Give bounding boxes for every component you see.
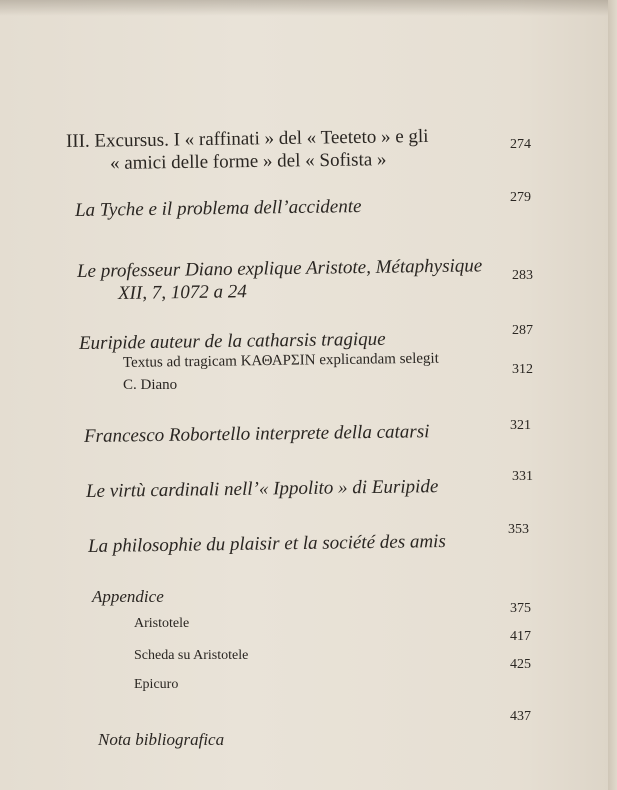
toc-entry-virtu: Le virtù cardinali nell’« Ippolito » di Euripide: [85, 476, 439, 502]
page-number-excursus: 274: [510, 137, 531, 152]
page-number-robortello: 321: [510, 418, 531, 433]
page-number-euripide: 287: [512, 323, 533, 338]
toc-entry-tyche: La Tyche e il problema dell’accidente: [74, 196, 362, 221]
toc-entry-robortello: Francesco Robortello interprete della catarsi: [83, 421, 430, 447]
toc-entry-nota: Nota bibliografica: [98, 730, 225, 749]
page-edge: [608, 0, 617, 790]
page-number-appendice: 375: [510, 601, 531, 616]
toc-entry-aristotele: Aristotele: [134, 616, 190, 631]
page-number-nota: 437: [510, 709, 531, 724]
toc-entry-textus-line1: Textus ad tragicam ΚΑΘΑΡΣΙΝ explicandam selegit: [122, 350, 439, 371]
toc-entry-excursus-line1: III. Excursus. I « raffinati » del « Teeteto » e gli: [65, 125, 429, 152]
page-number-diano: 283: [512, 268, 533, 283]
page-shadow: [0, 0, 608, 16]
page-number-scheda: 425: [510, 657, 531, 672]
page-number-textus: 312: [512, 362, 533, 377]
toc-entry-diano-line1: Le professeur Diano explique Aristote, Métaphysique: [76, 255, 483, 282]
page-number-philosophie: 353: [508, 522, 529, 537]
toc-entry-excursus-line2: « amici delle forme » del « Sofista »: [109, 149, 387, 174]
toc-entry-scheda: Scheda su Aristotele: [134, 648, 249, 663]
toc-entry-textus-line2: C. Diano: [123, 377, 178, 393]
toc-entry-epicuro: Epicuro: [134, 677, 179, 692]
toc-entry-euripide: Euripide auteur de la catharsis tragique: [78, 328, 386, 354]
page-number-tyche: 279: [510, 190, 531, 205]
page-number-aristotele: 417: [510, 629, 531, 644]
page-number-virtu: 331: [512, 469, 533, 484]
toc-entry-diano-line2: XII, 7, 1072 a 24: [117, 281, 247, 304]
toc-entry-appendice: Appendice: [92, 587, 164, 606]
toc-entry-philosophie: La philosophie du plaisir et la société des amis: [87, 531, 446, 557]
